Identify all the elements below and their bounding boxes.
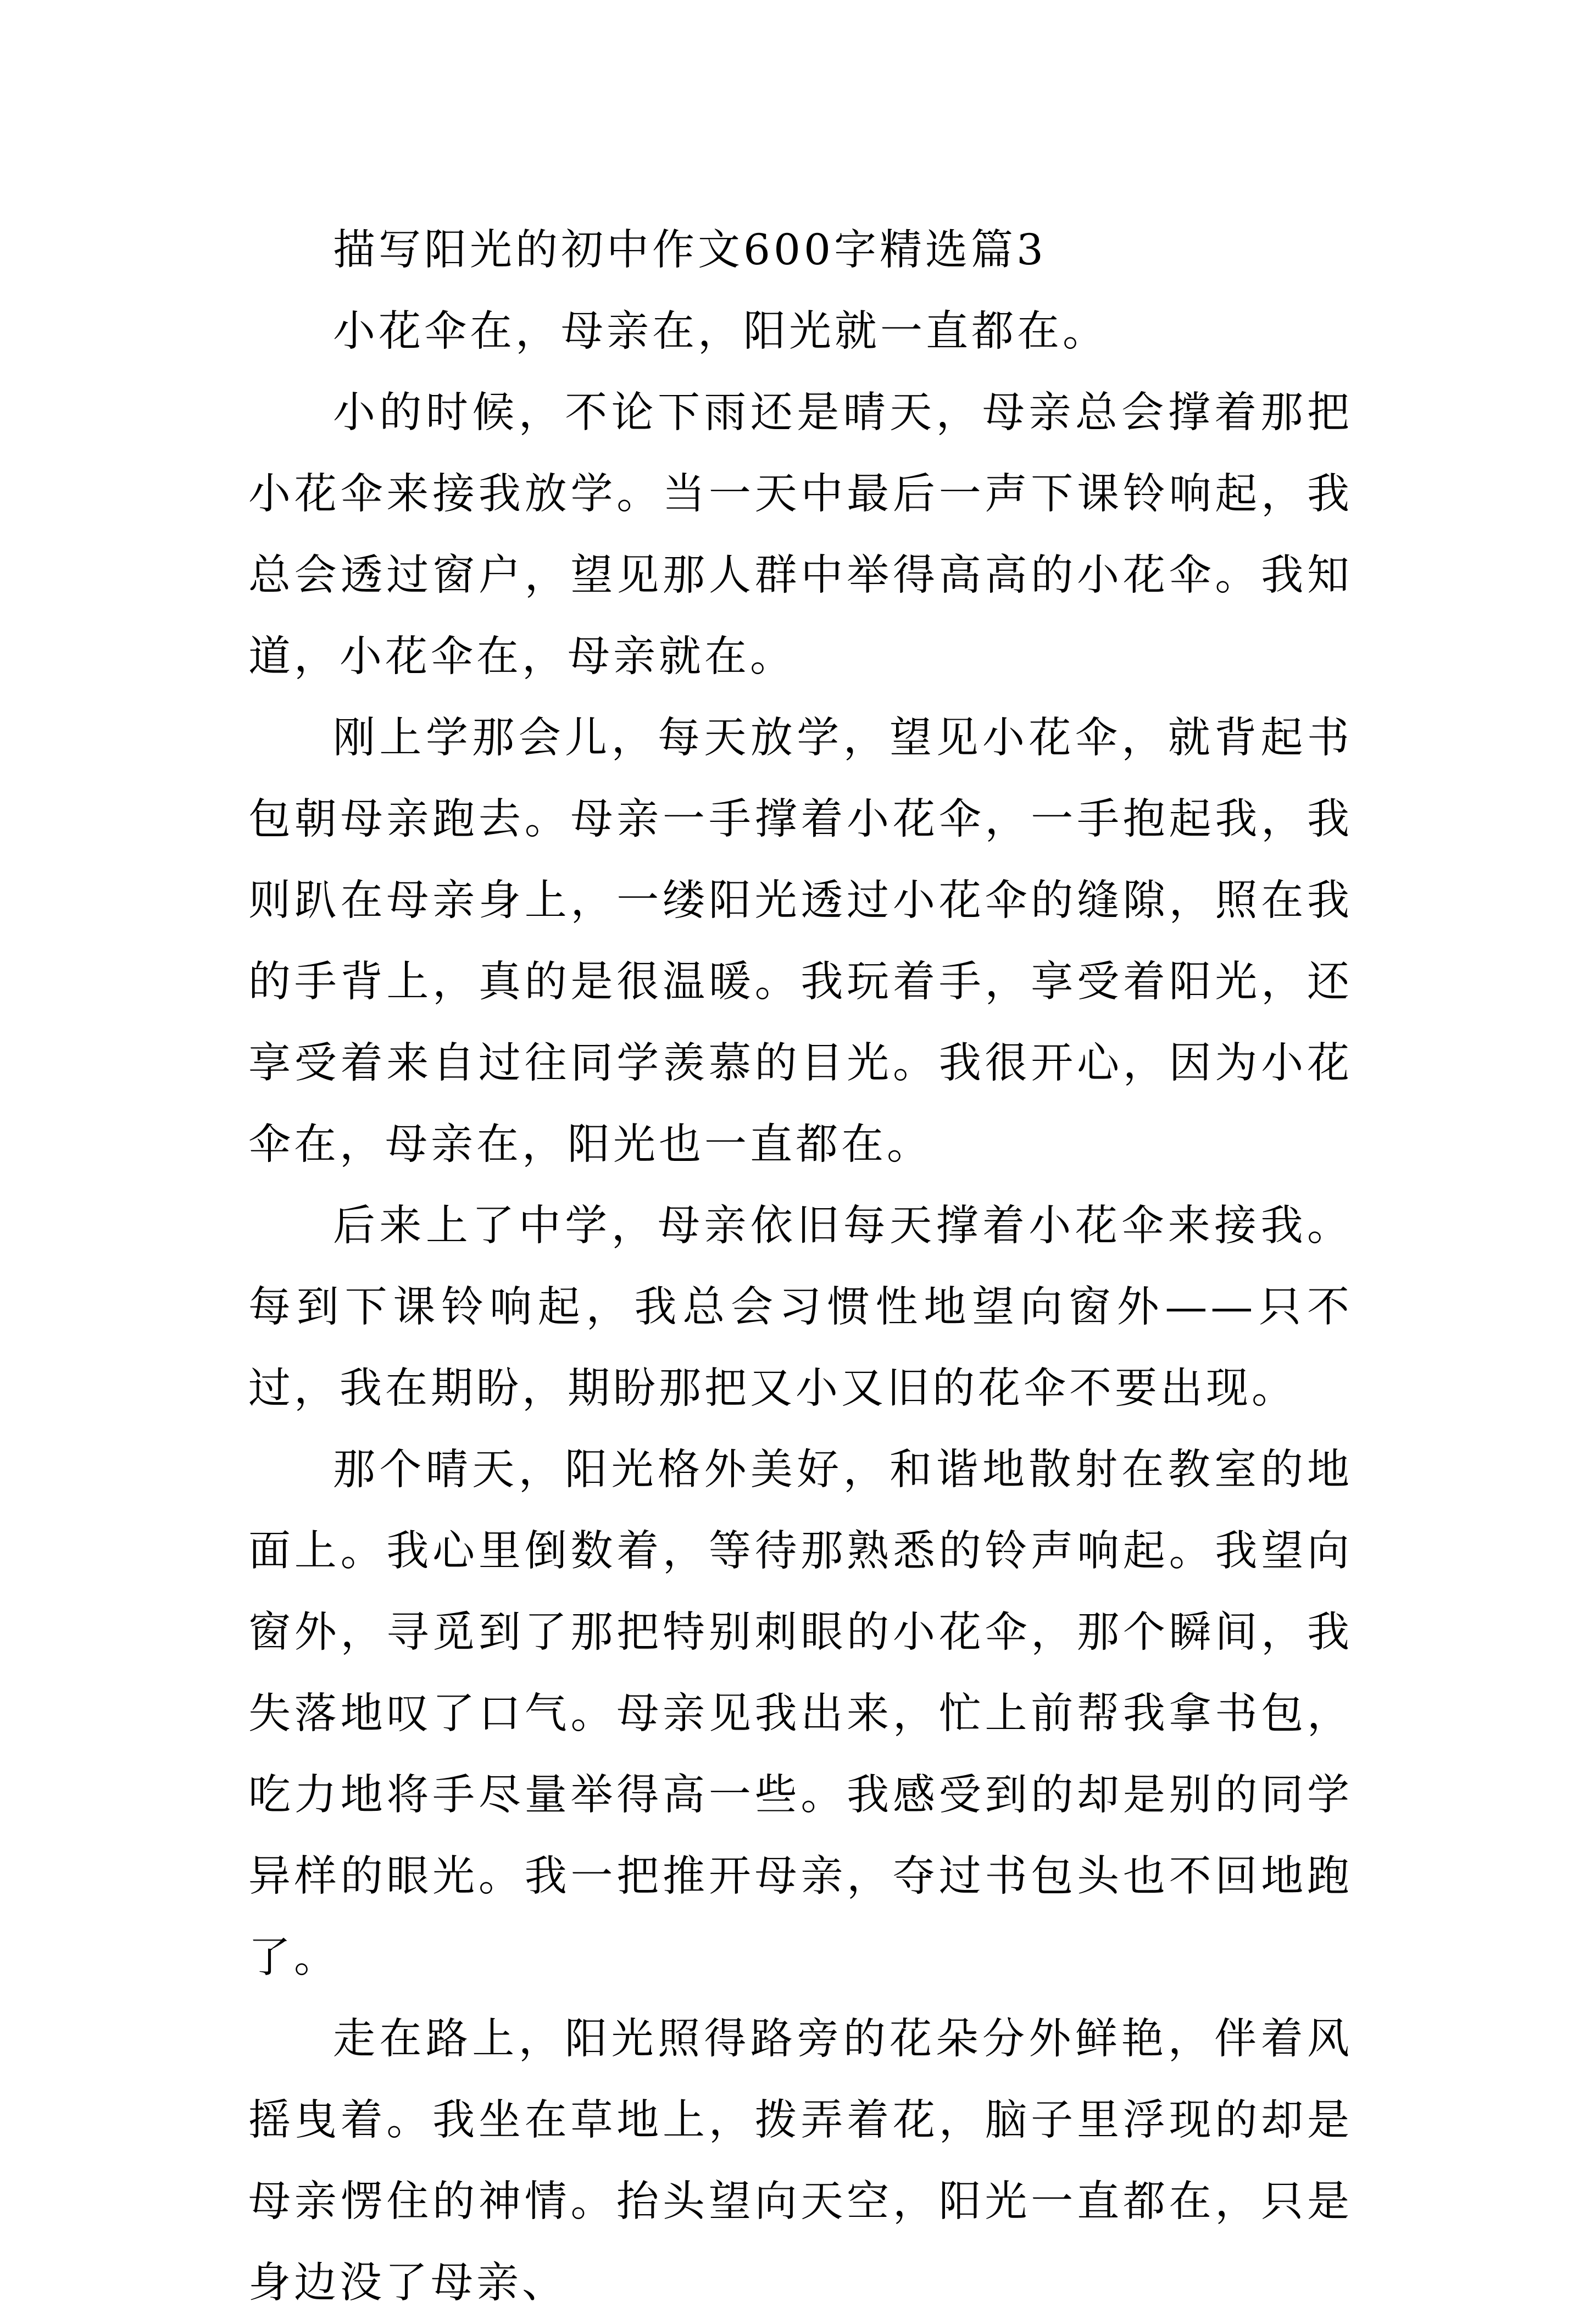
paragraph-4: 后来上了中学，母亲依旧每天撑着小花伞来接我。每到下课铃响起，我总会习惯性地望向窗外——只不过，我在期盼，期盼那把又小又旧的花伞不要出现。 — [248, 1202, 1353, 1413]
paragraph-3: 刚上学那会儿，每天放学，望见小花伞，就背起书包朝母亲跑去。母亲一手撑着小花伞，一手抱起我，我则趴在母亲身上，一缕阳光透过小花伞的缝隙，照在我的手背上，真的是很温暖。我玩着手，享受着阳光，还享受着来自过往同学羡慕的目光。我很开心，因为小花伞在，母亲在，阳光也一直都在。 — [248, 714, 1353, 1169]
paragraph-1: 小花伞在，母亲在，阳光就一直都在。 — [333, 307, 1108, 356]
document-title: 描写阳光的初中作文600字精选篇3 — [333, 226, 1047, 275]
paragraph-2: 小的时候，不论下雨还是晴天，母亲总会撑着那把小花伞来接我放学。当一天中最后一声下课铃响起，我总会透过窗户，望见那人群中举得高高的小花伞。我知道，小花伞在，母亲就在。 — [248, 388, 1353, 681]
paragraph-5: 那个晴天，阳光格外美好，和谐地散射在教室的地面上。我心里倒数着，等待那熟悉的铃声响起。我望向窗外，寻觅到了那把特别刺眼的小花伞，那个瞬间，我失落地叹了口气。母亲见我出来，忙上前帮我拿书包，吃力地将手尽量举得高一些。我感受到的却是别的同学异样的眼光。我一把推开母亲，夺过书包头也不回地跑了。 — [248, 1445, 1353, 1982]
document-body — [248, 210, 1353, 2324]
paragraph-6: 走在路上，阳光照得路旁的花朵分外鲜艳，伴着风摇曳着。我坐在草地上，拨弄着花，脑子里浮现的却是母亲愣住的神情。抬头望向天空，阳光一直都在，只是身边没了母亲、 — [248, 2015, 1353, 2308]
